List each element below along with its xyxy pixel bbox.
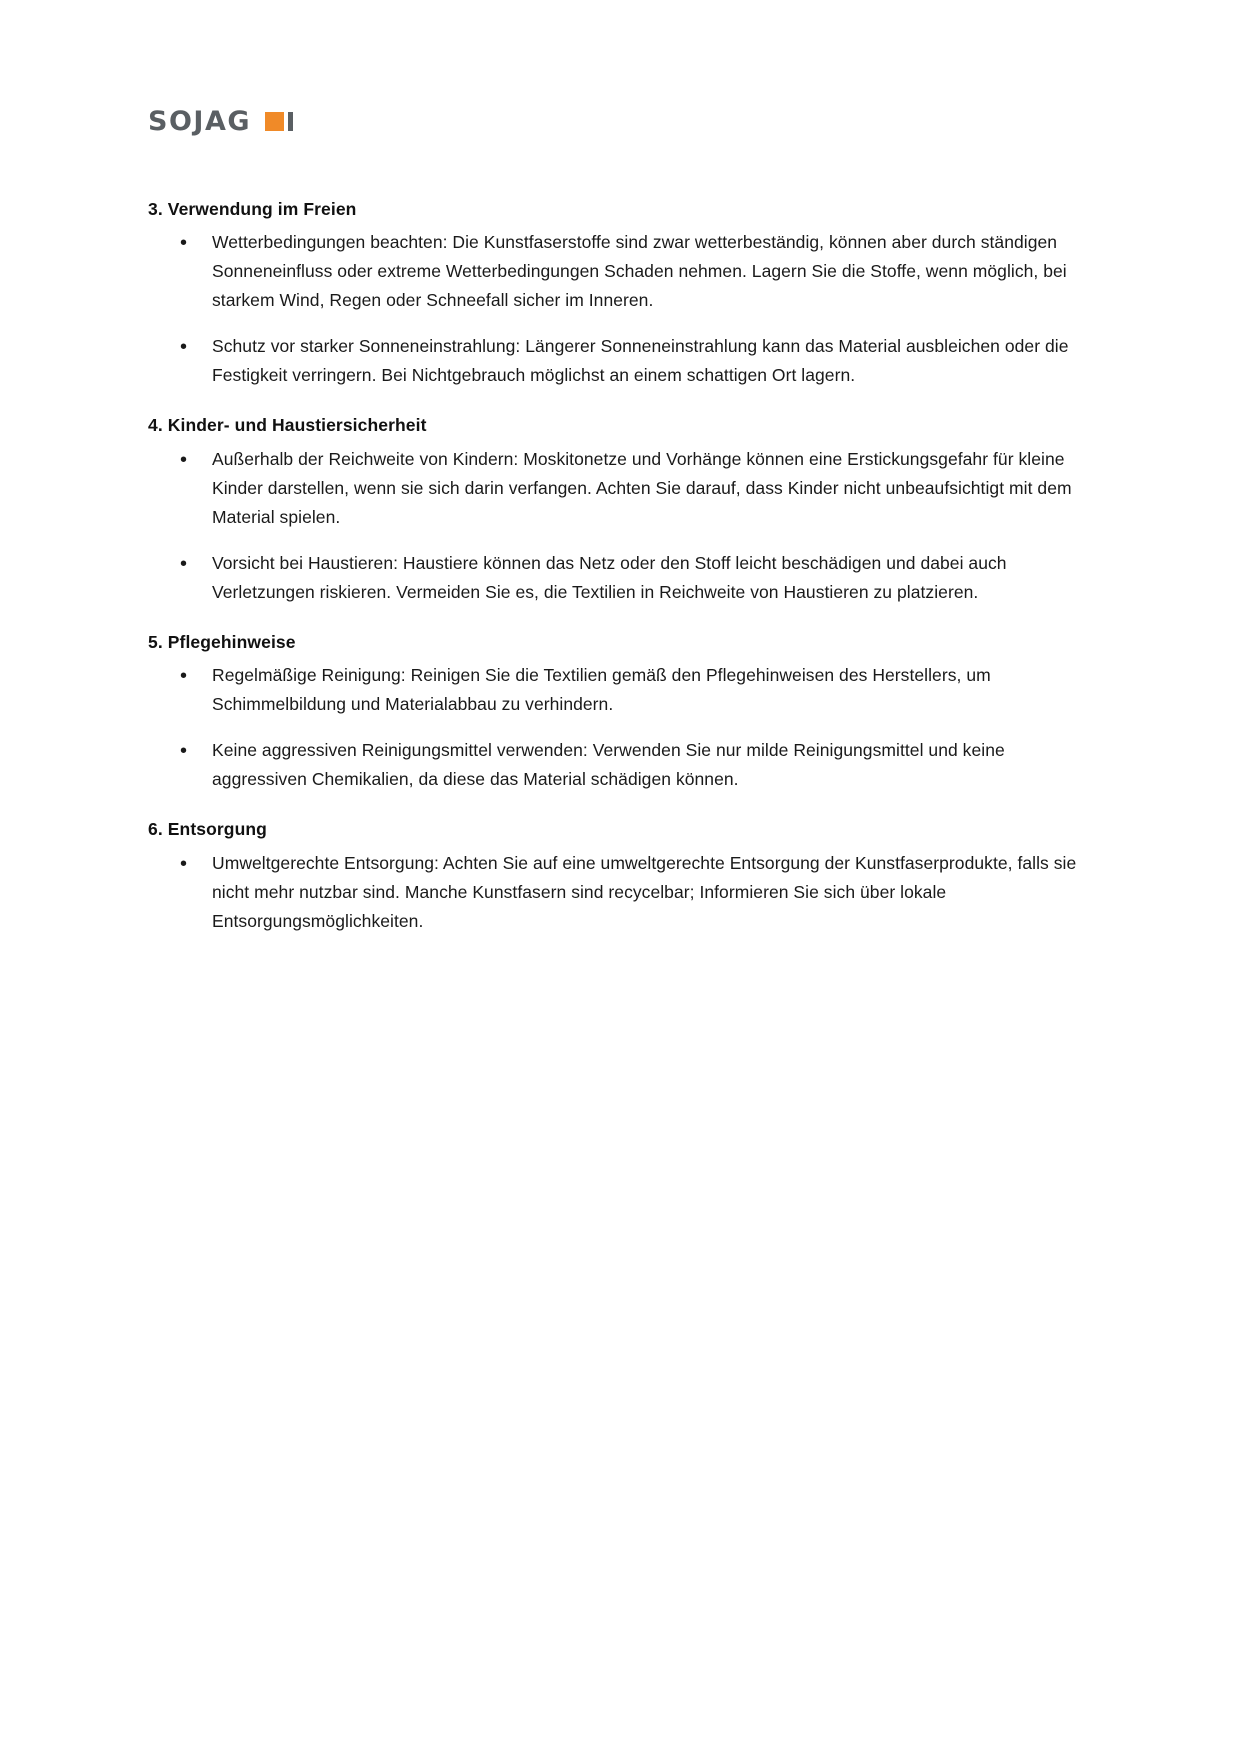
list-item: • Vorsicht bei Haustieren: Haustiere können das Netz oder den Stoff leicht beschädigen und dabei auch Verletzungen riskieren. Vermeiden Sie es, die Textilien in Reichweite von Haustieren zu platzieren.: [148, 549, 1092, 607]
list-item: • Keine aggressiven Reinigungsmittel verwenden: Verwenden Sie nur milde Reinigungsmittel und keine aggressiven Chemikalien, da diese das Material schädigen können.: [148, 736, 1092, 794]
gray-bar-icon: [288, 112, 293, 131]
list-item: • Umweltgerechte Entsorgung: Achten Sie auf eine umweltgerechte Entsorgung der Kunstfaserprodukte, falls sie nicht mehr nutzbar sind. Manche Kunstfasern sind recycelbar; Informieren Sie sich über lokale Entsorgungsmöglichkeiten.: [148, 849, 1092, 936]
section-heading-3: 3. Verwendung im Freien: [148, 199, 357, 219]
list-item: • Außerhalb der Reichweite von Kindern: Moskitonetze und Vorhänge können eine Erstickungsgefahr für kleine Kinder darstellen, wenn sie sich darin verfangen. Achten Sie darauf, dass Kinder nicht unbeaufsichtigt mit dem Material spielen.: [148, 445, 1092, 532]
document-content: [148, 196, 1092, 958]
section-3-bullet-list: [148, 228, 1092, 390]
list-item: • Wetterbedingungen beachten: Die Kunstfaserstoffe sind zwar wetterbeständig, können aber durch ständigen Sonneneinfluss oder extreme Wetterbedingungen Schaden nehmen. Lagern Sie die Stoffe, wenn möglich, bei starkem Wind, Regen oder Schneefall sicher im Inneren.: [148, 228, 1092, 315]
section-heading-5: 5. Pflegehinweise: [148, 631, 296, 652]
list-item: • Regelmäßige Reinigung: Reinigen Sie die Textilien gemäß den Pflegehinweisen des Herstellers, um Schimmelbildung und Materialabbau zu verhindern.: [148, 661, 1092, 719]
section-5: [148, 629, 1092, 794]
section-6: [148, 816, 1092, 935]
orange-square-icon: [265, 112, 284, 131]
section-heading-4: 4. Kinder- und Haustiersicherheit: [148, 415, 427, 436]
section-3: [148, 196, 1092, 390]
section-4: [148, 412, 1092, 606]
brand-logo: [148, 108, 293, 135]
section-5-bullet-list: [148, 661, 1092, 794]
section-4-bullet-list: [148, 445, 1092, 607]
brand-wordmark: SOJAG: [148, 106, 252, 137]
section-heading-6: 6. Entsorgung: [148, 819, 267, 840]
brand-logo-mark: [265, 112, 293, 131]
list-item: • Schutz vor starker Sonneneinstrahlung: Längerer Sonneneinstrahlung kann das Material ausbleichen oder die Festigkeit verringern. Bei Nichtgebrauch möglichst an einem schattigen Ort lagern.: [148, 332, 1092, 390]
section-6-bullet-list: [148, 849, 1092, 936]
